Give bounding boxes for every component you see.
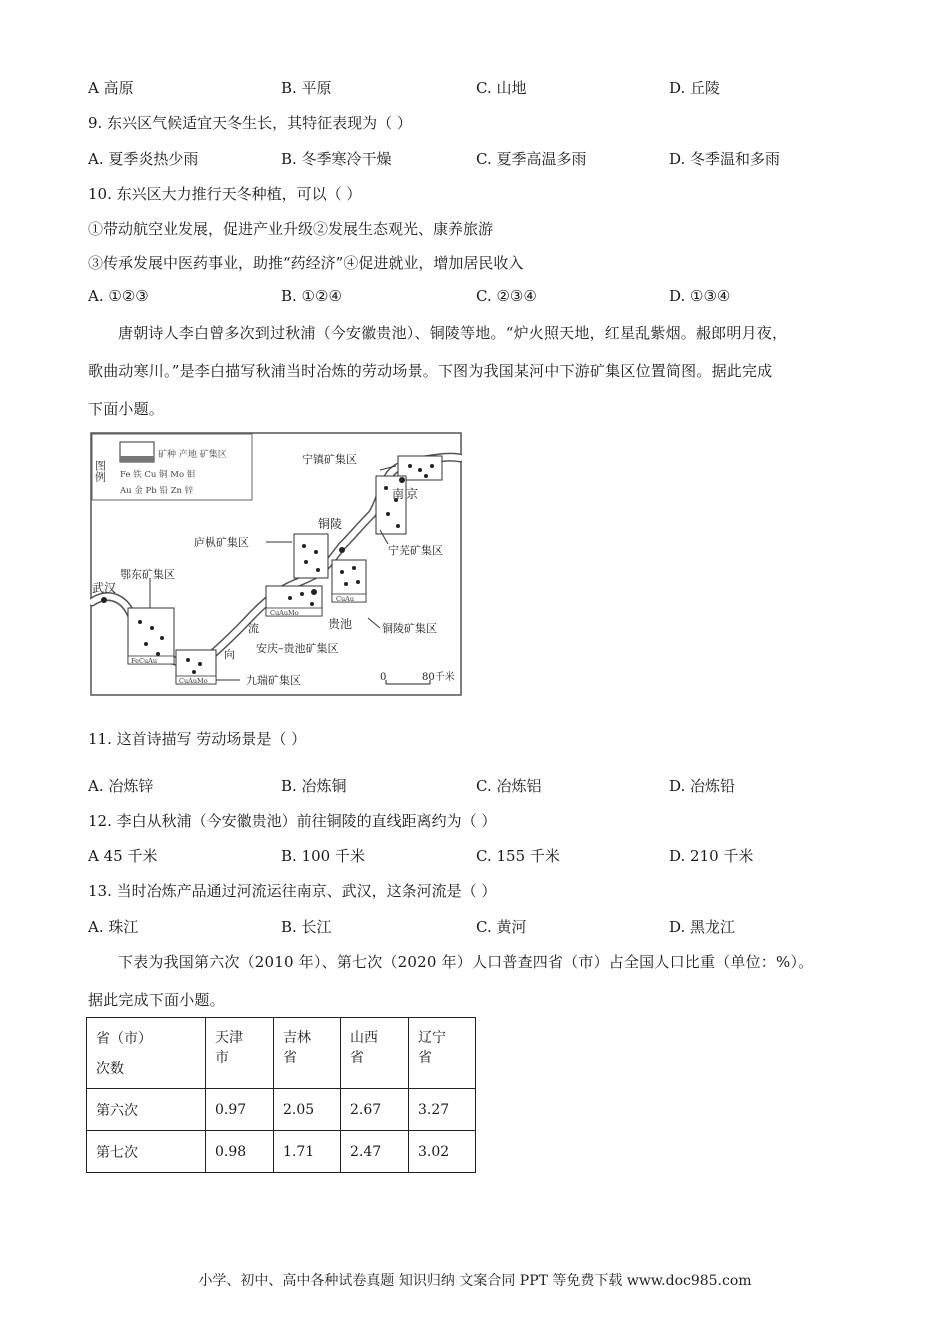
tag-edong: FeCuAu	[131, 657, 158, 665]
column-header-line: 省	[350, 1050, 364, 1066]
tag-tongling: CuAu	[336, 595, 355, 603]
q8-option-b: B. 平原	[281, 79, 332, 97]
label-river-1: 流	[248, 622, 259, 635]
page-footer: 小学、初中、高中各种试卷真题 知识归纳 文案合同 PPT 等免费下载 www.doc985.com	[198, 1273, 752, 1289]
passage2-line1: 唐朝诗人李白曾多次到过秋浦（今安徽贵池）、铜陵等地。“炉火照天地，红星乱紫烟。赧郎明月夜，	[118, 324, 788, 342]
row-label: 第六次	[87, 1089, 206, 1131]
label-river-2: 向	[224, 648, 235, 661]
column-header-jilin	[274, 1018, 341, 1089]
column-header-liaoning	[409, 1018, 476, 1089]
column-header-line: 市	[215, 1050, 229, 1066]
box-jiurui	[176, 650, 216, 685]
table-cell: 2.05	[274, 1089, 341, 1131]
q11-option-c: C. 冶炼铝	[476, 777, 542, 795]
q8-option-a: A 高原	[88, 79, 134, 97]
label-nanjing: 南京	[392, 487, 421, 501]
q10-stem: 10. 东兴区大力推行天冬种植，可以（ ）	[88, 185, 362, 203]
column-header-line: 省	[418, 1050, 432, 1066]
label-luzong: 庐枞矿集区	[194, 536, 249, 549]
q8-option-d: D. 丘陵	[669, 79, 721, 97]
table-cell: 3.02	[409, 1131, 476, 1173]
q9-option-c: C. 夏季高温多雨	[476, 150, 587, 168]
legend-row1: Fe 铁 Cu 铜 Mo 钼	[120, 470, 196, 480]
table-corner-cell	[87, 1018, 206, 1089]
label-anqing: 安庆–贵池矿集区	[256, 642, 339, 655]
legend-symbol-bar	[120, 456, 154, 462]
column-header-line: 山西	[350, 1030, 378, 1046]
wuhan-dot	[101, 597, 107, 603]
tag-anqing: CuAuMo	[270, 609, 299, 617]
q9-stem: 9. 东兴区气候适宜天冬生长，其特征表现为（ ）	[88, 114, 412, 132]
q13-option-b: B. 长江	[281, 918, 332, 936]
tag-jiurui: CuAuMo	[179, 677, 208, 685]
corner-bottom: 次数	[96, 1061, 124, 1077]
q13-option-a: A. 珠江	[88, 918, 139, 936]
table-cell: 2.47	[341, 1131, 409, 1173]
q12-option-a: A 45 千米	[88, 847, 158, 865]
map-legend	[92, 434, 252, 500]
scale-zero: 0	[380, 672, 387, 683]
table-cell: 0.98	[206, 1131, 274, 1173]
label-tongling-city: 铜陵	[318, 517, 343, 531]
table-cell: 2.67	[341, 1089, 409, 1131]
row-label: 第七次	[87, 1131, 206, 1173]
q12-option-b: B. 100 千米	[281, 847, 365, 865]
label-tongling-zone: 铜陵矿集区	[382, 622, 437, 635]
column-header-line: 天津	[215, 1030, 243, 1046]
q10-statement-line2: ③传承发展中医药事业，助推“药经济”④促进就业，增加居民收入	[88, 254, 524, 272]
table-row	[87, 1131, 476, 1173]
q11-option-b: B. 冶炼铜	[281, 777, 347, 795]
q12-option-d: D. 210 千米	[669, 847, 754, 865]
q11-stem: 11. 这首诗描写 劳动场景是（ ）	[88, 730, 307, 748]
passage3-line1: 下表为我国第六次（2010 年）、第七次（2020 年）人口普查四省（市）占全国人口比重（单位：%）。	[118, 953, 814, 971]
q12-option-c: C. 155 千米	[476, 847, 560, 865]
box-tongling	[332, 560, 366, 603]
q11-option-d: D. 冶炼铅	[669, 777, 736, 795]
column-header-tianjin	[206, 1018, 274, 1089]
box-luzong	[294, 534, 328, 578]
legend-row2: Au 金 Pb 铅 Zn 锌	[120, 486, 194, 496]
q11-option-a: A. 冶炼锌	[88, 777, 154, 795]
q10-option-c: C. ②③④	[476, 287, 537, 305]
column-header-line: 省	[283, 1050, 297, 1066]
box-ningwu	[376, 476, 406, 534]
table-cell: 3.27	[409, 1089, 476, 1131]
label-guichi: 贵池	[328, 617, 353, 631]
legend-header: 矿种 产地 矿集区	[158, 450, 227, 460]
scale-label: 80千米	[422, 672, 455, 683]
q10-option-b: B. ①②④	[281, 287, 342, 305]
passage3-line2: 据此完成下面小题。	[88, 991, 225, 1009]
q13-option-c: C. 黄河	[476, 918, 527, 936]
label-ningwu: 宁芜矿集区	[388, 544, 443, 557]
table-cell: 0.97	[206, 1089, 274, 1131]
q9-option-b: B. 冬季寒冷干燥	[281, 150, 392, 168]
q10-option-d: D. ①③④	[669, 287, 731, 305]
q12-stem: 12. 李白从秋浦（今安徽贵池）前往铜陵的直线距离约为（ ）	[88, 812, 497, 830]
legend-title: 图例	[93, 460, 107, 482]
label-ningzhen: 宁镇矿集区	[302, 453, 357, 466]
passage2-line3: 下面小题。	[88, 400, 165, 418]
q9-option-d: D. 冬季温和多雨	[669, 150, 781, 168]
passage2-line2: 歌曲动寒川。”是李白描写秋浦当时冶炼的劳动场景。下图为我国某河中下游矿集区位置简图。据此完成	[88, 362, 773, 380]
corner-top: 省（市）	[96, 1031, 152, 1047]
q8-option-c: C. 山地	[476, 79, 527, 97]
q13-option-d: D. 黑龙江	[669, 918, 736, 936]
table-cell: 1.71	[274, 1131, 341, 1173]
table-row	[87, 1089, 476, 1131]
label-edong: 鄂东矿集区	[120, 568, 175, 581]
tongling-dot	[339, 547, 345, 553]
column-header-line: 吉林	[283, 1030, 311, 1046]
label-jiurui: 九瑞矿集区	[246, 674, 301, 687]
column-header-shanxi	[341, 1018, 409, 1089]
nanjing-dot	[399, 477, 405, 483]
column-header-line: 辽宁	[418, 1030, 446, 1046]
q13-stem: 13. 当时冶炼产品通过河流运往南京、武汉，这条河流是（ ）	[88, 882, 497, 900]
population-share-table	[86, 1017, 476, 1173]
q9-option-a: A. 夏季炎热少雨	[88, 150, 199, 168]
guichi-dot	[311, 589, 317, 595]
q10-option-a: A. ①②③	[88, 287, 149, 305]
q10-statement-line1: ①带动航空业发展，促进产业升级②发展生态观光、康养旅游	[88, 220, 494, 238]
label-wuhan: 武汉	[92, 581, 117, 595]
mine-district-map	[90, 432, 462, 698]
table-header-row	[87, 1018, 476, 1089]
box-edong	[128, 608, 174, 665]
